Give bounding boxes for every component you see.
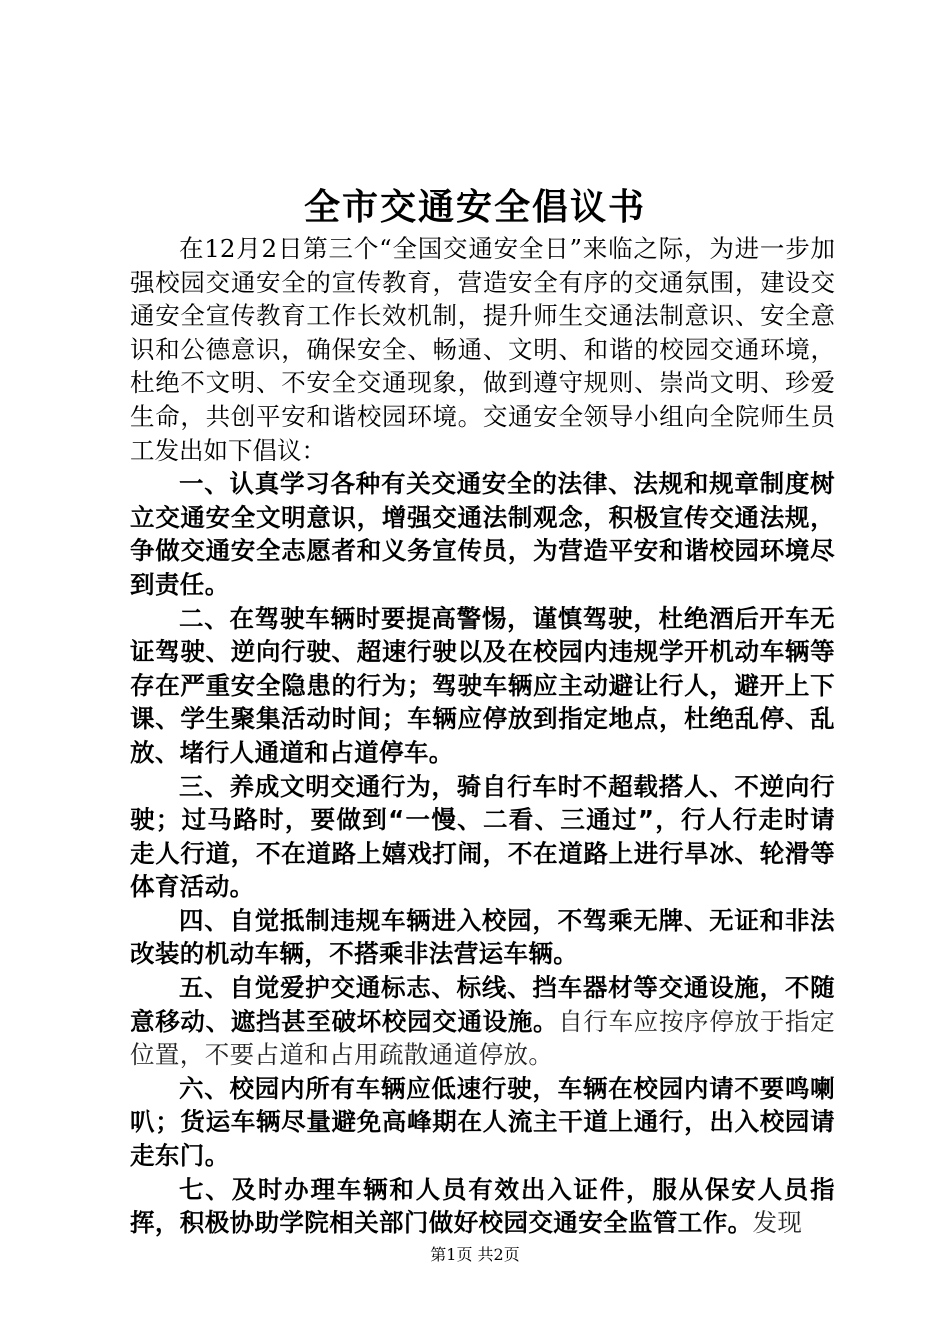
item-paragraph-2: 二、在驾驶车辆时要提高警惕，谨慎驾驶，杜绝酒后开车无证驾驶、逆向行驶、超速行驶以及在校园内违规学开机动车辆等存在严重安全隐患的行为；驾驶车辆应主动避让行人，避开上下课、学生聚集活动时间；车辆应停放到指定地点，杜绝乱停、乱放、堵行人通道和占道停车。 <box>130 603 835 767</box>
item-paragraph-7-tail: 发现 <box>752 1208 803 1238</box>
item-paragraph-4: 四、自觉抵制违规车辆进入校园，不驾乘无牌、无证和非法改装的机动车辆，不搭乘非法营运车辆。 <box>130 905 835 969</box>
item-paragraph-7-main: 七、及时办理车辆和人员有效出入证件，服从保安人员指挥，积极协助学院相关部门做好校园交通安全监管工作。 <box>130 1174 835 1238</box>
item-paragraph-7 <box>130 1173 835 1240</box>
item-paragraph-3: 三、养成文明交通行为，骑自行车时不超载搭人、不逆向行驶；过马路时，要做到“一慢、二看、三通过”，行人行走时请走人行道，不在道路上嬉戏打闹，不在道路上进行旱冰、轮滑等体育活动。 <box>130 771 835 902</box>
intro-paragraph: 在12月2日第三个“全国交通安全日”来临之际，为进一步加强校园交通安全的宣传教育，营造安全有序的交通氛围，建设交通安全宣传教育工作长效机制，提升师生交通法制意识、安全意识和公德意识，确保安全、畅通、文明、和谐的校园交通环境，杜绝不文明、不安全交通现象，做到遵守规则、崇尚文明、珍爱生命，共创平安和谐校园环境。交通安全领导小组向全院师生员工发出如下倡议： <box>130 234 835 465</box>
item-paragraph-5-tail: 自行车应按序停放于指定位置，不要占道和占用疏散通道停放。 <box>130 1006 835 1070</box>
item-paragraph-6: 六、校园内所有车辆应低速行驶，车辆在校园内请不要鸣喇叭；货运车辆尽量避免高峰期在人流主干道上通行，出入校园请走东门。 <box>130 1073 835 1171</box>
page-footer: 第1页 共2页 <box>430 1245 520 1264</box>
document-title: 全市交通安全倡议书 <box>303 186 646 228</box>
item-paragraph-1: 一、认真学习各种有关交通安全的法律、法规和规章制度树立交通安全文明意识，增强交通法制观念，积极宣传交通法规，争做交通安全志愿者和义务宣传员，为营造平安和谐校园环境尽到责任。 <box>130 469 835 599</box>
item-paragraph-5 <box>130 971 835 1072</box>
item-paragraph-5-main: 五、自觉爱护交通标志、标线、挡车器材等交通设施，不随意移动、遮挡甚至破坏校园交通设施。 <box>130 973 835 1036</box>
document-body <box>130 232 835 1240</box>
